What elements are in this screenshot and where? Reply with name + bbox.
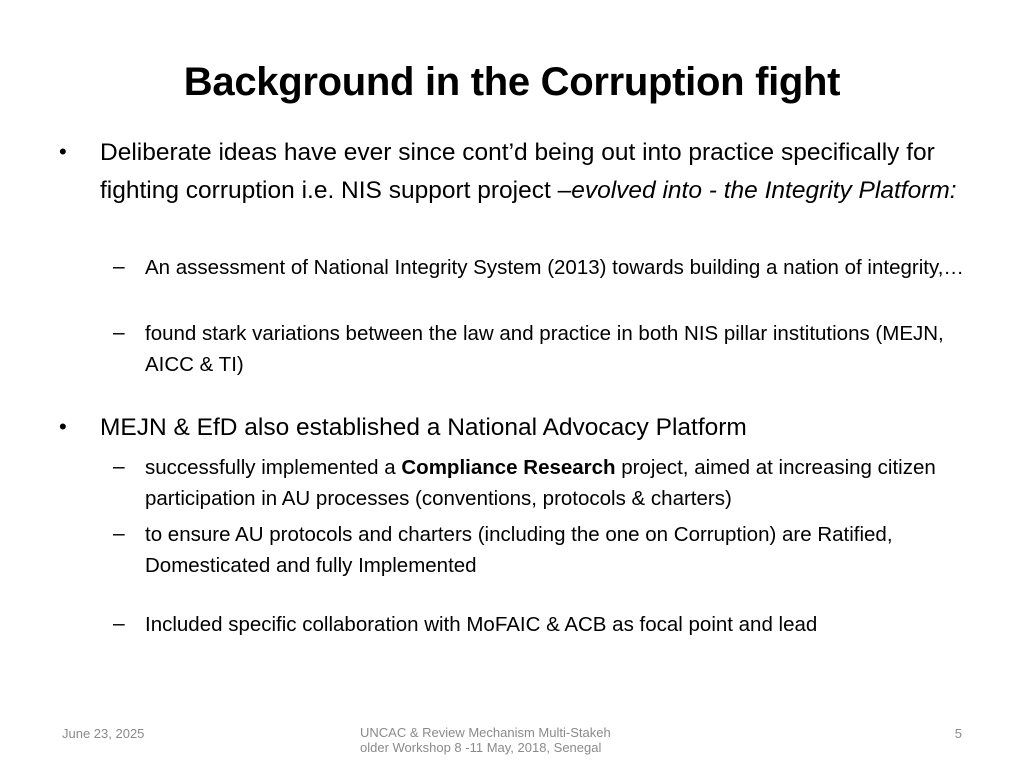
- bullet-text-italic: evolved into - the Integrity Platform:: [571, 177, 957, 204]
- footer-date: June 23, 2025: [62, 726, 145, 741]
- sub-bullet-text: An assessment of National Integrity System (2013) towards building a nation of integrity,…: [145, 256, 964, 279]
- sub-bullet-text-bold: Compliance Research: [401, 456, 616, 479]
- sub-bullet-item: [113, 609, 965, 640]
- dash-marker-icon: –: [113, 255, 125, 278]
- sub-bullet-text: project, aimed at increasing citizen participation in AU processes (conventions, protocols & charters): [145, 456, 936, 510]
- dash-marker-icon: –: [113, 522, 125, 545]
- slide-number: 5: [954, 726, 962, 741]
- dash-marker-icon: –: [113, 612, 125, 635]
- footer-event-line: UNCAC & Review Mechanism Multi-Stakeh: [360, 725, 611, 740]
- bullet-marker-icon: •: [59, 139, 67, 164]
- bullet-text: Deliberate ideas have ever since cont’d being out into practice specifically for fighting corruption i.e. NIS support project –: [100, 139, 935, 204]
- bullet-item: [59, 134, 960, 210]
- bullet-text: MEJN & EfD also established a National Advocacy Platform: [100, 414, 747, 441]
- footer-event: [360, 725, 660, 755]
- dash-marker-icon: –: [113, 321, 125, 344]
- dash-marker-icon: –: [113, 455, 125, 478]
- footer-event-line: older Workshop 8 -11 May, 2018, Senegal: [360, 740, 602, 755]
- sub-bullet-text: Included specific collaboration with MoFAIC & ACB as focal point and lead: [145, 613, 818, 636]
- sub-bullet-item: [113, 318, 965, 380]
- sub-bullet-item: [113, 519, 965, 581]
- sub-bullet-item: [113, 252, 965, 283]
- bullet-item: [59, 409, 960, 447]
- bullet-marker-icon: •: [59, 414, 67, 439]
- sub-bullet-item: [113, 452, 965, 514]
- sub-bullet-text: to ensure AU protocols and charters (including the one on Corruption) are Ratified, Domesticated and fully Implemented: [145, 523, 893, 577]
- sub-bullet-text: successfully implemented a: [145, 456, 402, 479]
- sub-bullet-text: found stark variations between the law and practice in both NIS pillar institutions (MEJN, AICC & TI): [145, 322, 944, 376]
- slide-title: Background in the Corruption fight: [183, 60, 841, 104]
